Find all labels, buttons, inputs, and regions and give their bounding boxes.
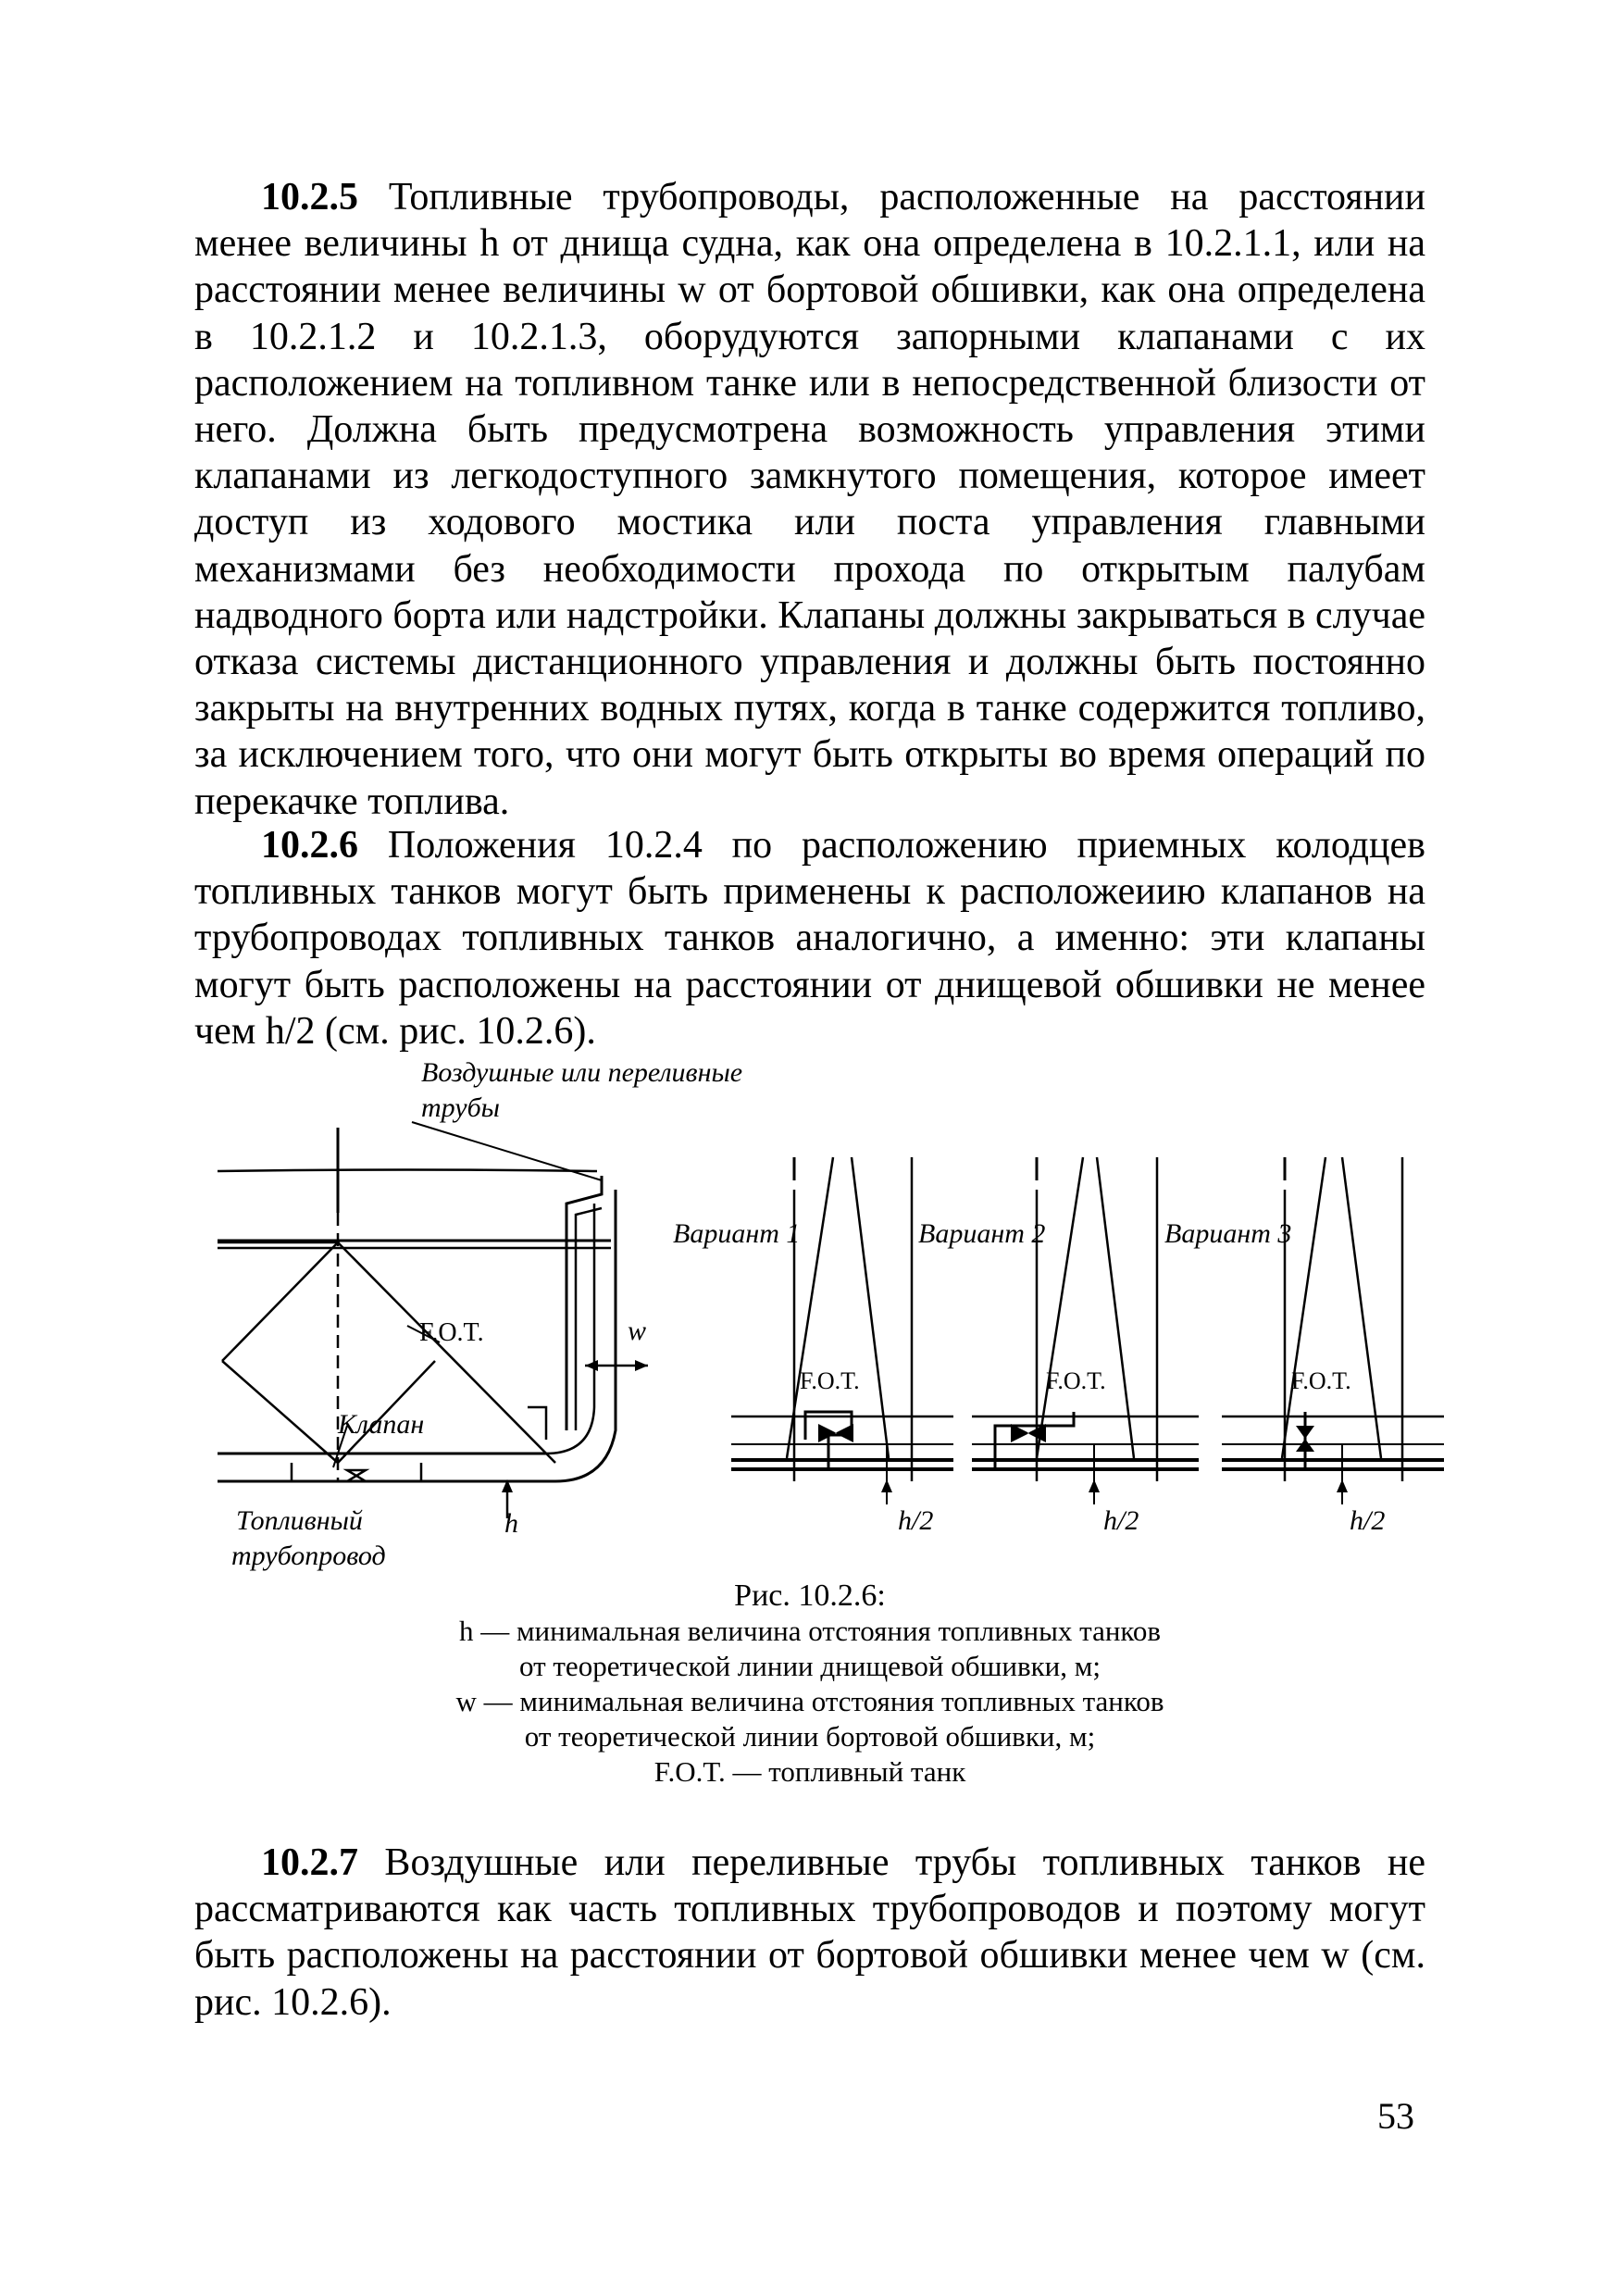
label-h-half: h/2 [898,1505,934,1536]
label-valve: Клапан [338,1409,425,1440]
label-fuel-pipe: трубопровод [231,1541,386,1571]
label-variant-2: Вариант 2 [918,1218,1046,1249]
caption-line: от теоретической линии днищевой обшивки, м; [519,1650,1101,1682]
variant-1-panel [731,1157,953,1504]
leader-air-pipes [412,1122,602,1180]
arrow-icon [585,1360,598,1371]
section-number: 10.2.6 [261,824,358,867]
label-fot: F.O.T. [1046,1367,1106,1394]
paragraph-text: Топливные трубопроводы, расположенные на расстоянии менее величины h от днища судна, как она определена в 10.2.1.1, или на расстоянии менее величины w от бортовой обшивки, как она определена в 10.2.1.2 и 10.2.1.3, оборудуются запорными клапанами с их расположением на топливном танке или в непосредственной близости от него. Должна быть предусмотрена возможность управления этими клапанами из легкодоступного замкнутого помещения, которое имеет доступ из ходового мостика или поста управления главными механизмами без необходимости прохода по открытым палубам надводного борта или надстройки. Клапаны должны закрываться в случае отказа системы дистанционного управления и должны быть постоянно закрыты на внутренних водных путях, когда в танке содержится топливо, за исключением того, что они могут быть открыты во время операций по перекачке топлива. [194,176,1425,823]
label-fot: F.O.T. [1291,1367,1351,1394]
paragraph-text: Воздушные или переливные трубы топливных танков не рассматриваются как часть топливных трубопроводов и поэтому могут быть расположены на расстоянии от бортовой обшивки менее чем w (см. рис. 10.2.6). [194,1841,1425,2024]
air-pipe [566,1176,602,1430]
tank-diagonal-left [218,1242,338,1361]
section-number: 10.2.5 [261,176,358,218]
variant-2-panel [972,1157,1199,1504]
arrow-icon [881,1479,892,1492]
caption-title: Рис. 10.2.6: [734,1578,886,1613]
valve-icon [818,1424,853,1442]
label-variant-3: Вариант 3 [1164,1218,1292,1249]
label-h: h [504,1508,518,1539]
caption-line: w — минимальная величина отстояния топливных танков [455,1685,1164,1717]
deck-line [218,1170,597,1172]
caption-line: h — минимальная величина отстояния топливных танков [458,1615,1162,1647]
label-air-pipes: Воздушные или переливные [421,1057,743,1088]
label-fot: F.O.T. [800,1367,860,1394]
tank-corner [528,1407,546,1440]
caption-line: от теоретической линии бортовой обшивки, м; [524,1720,1096,1753]
variant-3-panel [1222,1157,1444,1504]
label-variant-1: Вариант 1 [673,1218,801,1249]
label-air-pipes: трубы [421,1092,500,1123]
paragraph-10-2-7 [194,1840,1425,2026]
page-number: 53 [1377,2095,1414,2137]
figure-caption [231,1578,1388,1790]
arrow-icon [1337,1479,1348,1492]
label-h-half: h/2 [1350,1505,1386,1536]
label-w: w [628,1316,647,1346]
tank-diagonal-bottom [222,1361,338,1463]
valve-icon [347,1470,366,1481]
arrow-icon [635,1360,648,1371]
caption-line: F.O.T. — топливный танк [653,1755,966,1788]
label-fot: F.O.T. [419,1318,484,1347]
paragraph-text: Положения 10.2.4 по расположению приемных колодцев топливных танков могут быть применены к расположеиию клапанов на трубопроводах топливных танков аналогично, а именно: эти клапаны могут быть расположены на расстоянии от днищевой обшивки не менее чем h/2 (см. рис. 10.2.6). [194,824,1425,1053]
arrow-icon [1089,1479,1100,1492]
label-h-half: h/2 [1103,1505,1139,1536]
valve-icon [1296,1426,1314,1452]
label-fuel-pipe: Топливный [236,1505,363,1536]
section-number: 10.2.7 [261,1841,358,1884]
